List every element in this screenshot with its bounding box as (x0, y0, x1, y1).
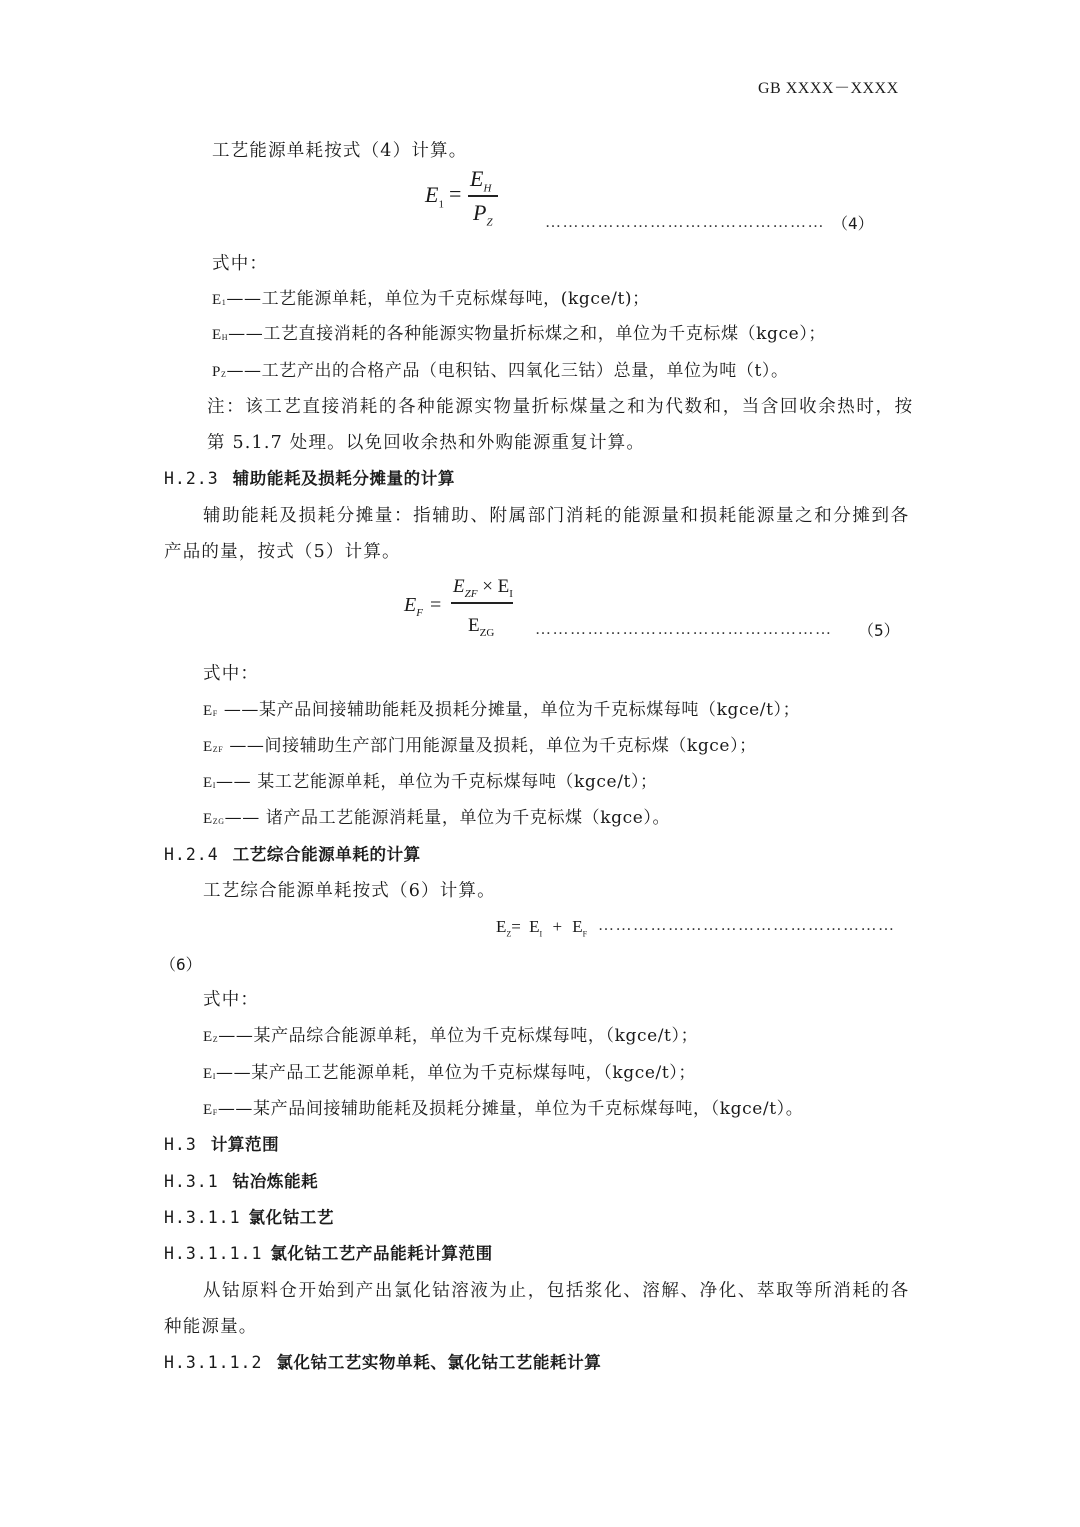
document-code: GB XXXX－XXXX (758, 80, 899, 97)
eq5-def-ei: $E_I——$ 某工艺能源单耗，单位为千克标煤每吨（kgce/t）； (203, 772, 658, 792)
eq5-leader-dots: …………………………………………… (535, 621, 833, 638)
eq4-where-label: 式中： (212, 254, 269, 274)
section-heading-h24: H.2.4 工艺综合能源单耗的计算 (164, 845, 421, 864)
eq5-lhs: $E_F$ (404, 594, 423, 619)
eq6-expression: $E_Z= E_I + E_F$ (496, 917, 588, 939)
eq5-def-ef: $E_F$ ——某产品间接辅助能耗及损耗分摊量，单位为千克标煤每吨（kgce/t）； (203, 700, 801, 720)
eq5-fraction-bar (451, 602, 513, 604)
eq4-number: （4） (832, 214, 874, 233)
eq4-note-line1: 注：该工艺直接消耗的各种能源实物量折标煤量之和为代数和，当含回收余热时，按 (207, 397, 914, 417)
section-heading-h311: H.3.1.1 氯化钴工艺 (164, 1208, 335, 1227)
section-heading-h3111: H.3.1.1.1 氯化钴工艺产品能耗计算范围 (164, 1244, 493, 1263)
eq6-def-ef: $E_F——$某产品间接辅助能耗及损耗分摊量，单位为千克标煤每吨，（kgce/t）。 (203, 1099, 804, 1119)
eq4-lhs: $E_1$ (425, 182, 444, 211)
eq4-def-eh: $E_H——$工艺直接消耗的各种能源实物量折标煤之和，单位为千克标煤（kgce）； (212, 324, 827, 344)
eq5-def-ezf: $E_{ZF}$ ——间接辅助生产部门用能源量及损耗，单位为千克标煤（kgce）； (203, 736, 757, 756)
eq4-intro: 工艺能源单耗按式（4）计算。 (212, 141, 468, 161)
section-heading-h3112: H.3.1.1.2 氯化钴工艺实物单耗、氯化钴工艺能耗计算 (164, 1353, 602, 1372)
eq6-def-ez: $E_Z——$某产品综合能源单耗，单位为千克标煤每吨，（kgce/t）； (203, 1026, 699, 1046)
eq4-numerator: $E_H$ (470, 166, 492, 195)
eq6-number: （6） (160, 955, 202, 974)
eq6-where-label: 式中： (203, 990, 260, 1010)
eq5-where-label: 式中： (203, 664, 260, 684)
section-heading-h23: H.2.3 辅助能耗及损耗分摊量的计算 (164, 469, 455, 488)
section-heading-h3: H.3 计算范围 (164, 1135, 280, 1154)
h3111-paragraph-line2: 种能源量。 (164, 1317, 258, 1337)
eq4-def-e1: $E_1——$工艺能源单耗，单位为千克标煤每吨，(kgce/t)； (212, 289, 650, 309)
h24-paragraph: 工艺综合能源单耗按式（6）计算。 (203, 881, 496, 901)
eq5-equals: = (430, 594, 442, 616)
eq4-fraction-bar (468, 195, 498, 197)
h23-paragraph-line1: 辅助能耗及损耗分摊量：指辅助、附属部门消耗的能源量和损耗能源量之和分摊到各 (203, 506, 910, 526)
eq4-def-pz: $P_Z——$工艺产出的合格产品（电积钴、四氧化三钴）总量，单位为吨（t）。 (212, 361, 789, 381)
eq5-def-ezg: $E_{ZG}——$ 诸产品工艺能源消耗量，单位为千克标煤（kgce）。 (203, 808, 671, 828)
eq5-numerator: $E_{ZF} \times E_I$ (453, 576, 513, 600)
eq5-denominator: $E_{ZG}$ (468, 615, 495, 639)
eq6-def-ei: $E_I——$某产品工艺能源单耗，单位为千克标煤每吨，（kgce/t）； (203, 1063, 696, 1083)
eq4-equals: = (449, 181, 462, 206)
eq4-note-line2: 第 5.1.7 处理。以免回收余热和外购能源重复计算。 (207, 433, 646, 453)
h3111-paragraph-line1: 从钴原料仓开始到产出氯化钴溶液为止，包括浆化、溶解、净化、萃取等所消耗的各 (203, 1281, 910, 1301)
eq4-leader-dots: ………………………………………… (545, 214, 825, 231)
h23-paragraph-line2: 产品的量，按式（5）计算。 (164, 542, 401, 562)
section-heading-h31: H.3.1 钴冶炼能耗 (164, 1172, 319, 1191)
eq5-number: （5） (858, 621, 900, 640)
eq6-leader-dots: …………………………………………… (598, 917, 896, 934)
eq4-denominator: $P_Z$ (473, 200, 493, 229)
